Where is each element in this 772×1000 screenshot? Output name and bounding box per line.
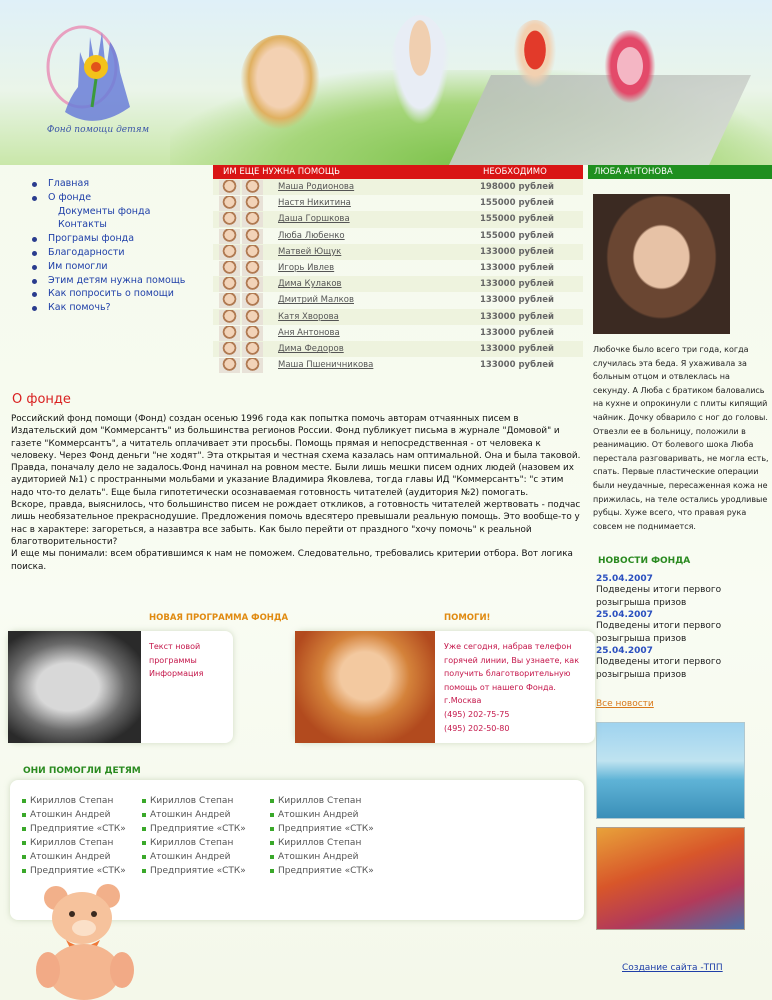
featured-child-header: ЛЮБА АНТОНОВА [588,165,772,179]
donor-name: Кириллов Степан [30,838,114,848]
nav-item-label: Контакты [58,219,107,231]
news-date: 25.04.2007 [596,574,653,584]
bullet-icon [32,251,37,256]
donor-item [22,822,126,836]
child-name-link[interactable]: Матвей Ющук [278,246,342,257]
donor-item [22,850,126,864]
about-paragraph: Российский фонд помощи (Фонд) создан осенью 1996 года как попытка помочь авторам отчаянных писем в Издательский дом "Коммерсантъ" из большинства регионов России. Фонд публикует письма в журнале "Домовой" и газете "Коммерсантъ", а читатель оплачивает эти просьбы. Помощь прямая и непосредственная - от человека к человеку. Через Фонд деньги "не ходят". Эта открытая и честная схема казалась нам оптимальной. Она и была таковой. Правда, поначалу дело не задалось.Фонд начинал на ровном месте. Были лишь мешки писем одних людей (назовем их аудиторией №1) с пространными мольбами и указание Владимира Яковлева, тогда главы ИД "Коммерсантъ": "с этим надо что-то делать". Еще была гипотетически осознаваемая готовность читателей (аудитория №2) помогать. [11,414,581,498]
child-name-link[interactable]: Даша Горшкова [278,214,350,225]
donors-column [270,794,374,878]
painting-autumn[interactable] [596,827,745,930]
donor-item [22,794,126,808]
help-row [213,211,583,227]
news-title: НОВОСТИ ФОНДА [598,556,691,566]
donor-item [270,794,374,808]
amount-needed: 133000 рублей [480,262,554,273]
child-photo-pair[interactable] [219,293,263,308]
hand-flower-logo-icon[interactable] [40,12,152,140]
nav-item[interactable] [32,177,212,191]
donor-name: Предприятие «СТК» [278,866,374,876]
donor-item [142,864,246,878]
help-row [213,357,583,373]
donor-item [270,850,374,864]
nav-item-label: Им помогли [48,260,108,272]
nav-item[interactable] [32,232,212,246]
donor-item [270,822,374,836]
help-call-description: Уже сегодня, набрав телефон горячей линии, Вы узнаете, как получить благотворительную помощь от нашего Фонда. [444,642,580,692]
all-news-link[interactable]: Все новости [596,699,654,709]
bullet-icon [32,306,37,311]
help-table-amount-header: НЕОБХОДИМО [483,167,547,177]
amount-needed: 155000 рублей [480,214,554,225]
bullet-icon [32,265,37,270]
news-text: Подведены итоги первого розыгрыша призов [596,657,722,680]
news-text: Подведены итоги первого розыгрыша призов [596,621,722,644]
featured-child-photo [593,194,730,334]
bullet-icon [142,799,146,803]
teddy-bear-icon [26,880,146,1000]
child-photo-pair[interactable] [219,229,263,244]
help-call-photo[interactable] [295,631,435,743]
donor-item [22,808,126,822]
donor-item [142,836,246,850]
nav-item[interactable] [32,260,212,274]
donor-name: Предприятие «СТК» [30,866,126,876]
help-call-title: ПОМОГИ! [444,613,491,623]
nav-item-label: Програмы фонда [48,233,135,245]
bullet-icon [270,869,274,873]
donor-name: Атошкин Андрей [150,810,231,820]
nav-item[interactable] [32,205,212,219]
news-item[interactable] [596,610,772,646]
donor-item [22,864,126,878]
amount-needed: 133000 рублей [480,246,554,257]
bullet-icon [142,855,146,859]
child-photo-hoop [510,20,560,95]
child-photo-running [600,30,660,110]
nav-item[interactable] [32,246,212,260]
donor-name: Атошкин Андрей [278,810,359,820]
child-photo-pair[interactable] [219,342,263,357]
amount-needed: 133000 рублей [480,327,554,338]
painting-sea-boat[interactable] [596,722,745,819]
amount-needed: 133000 рублей [480,343,554,354]
about-paragraph: Вскоре, правда, выяснилось, что большинство писем не рождает откликов, а готовность читателей жертвовать - подчас лишь необязательное прекраснодушие. Предложения помочь вдесятеро превышали реальную помощь. Это вообще-то у нас в характере: загореться, а назавтра все забыть. Как было перейти от праздного "хочу помочь" к реальной благотворительности? [11,500,581,547]
donor-name: Атошкин Андрей [278,852,359,862]
help-row [213,244,583,260]
child-name-link[interactable]: Маша Родионова [278,182,355,192]
donor-item [22,836,126,850]
bullet-icon [32,196,37,201]
child-photo-pair[interactable] [219,277,263,292]
help-row [213,309,583,325]
nav-item[interactable] [32,191,212,205]
child-photo-pair[interactable] [219,196,263,211]
help-call-city: г.Москва [444,696,482,706]
amount-needed: 133000 рублей [480,311,554,322]
help-row [213,276,583,292]
amount-needed: 133000 рублей [480,360,554,371]
help-row [213,325,583,341]
new-program-line: Текст новой программы [149,642,201,665]
bullet-icon [270,841,274,845]
new-program-text [149,640,239,681]
donor-item [270,808,374,822]
bullet-icon [142,869,146,873]
nav-item-label: Документы фонда [58,205,151,217]
donor-name: Предприятие «СТК» [30,824,126,834]
donor-name: Кириллов Степан [150,796,234,806]
donor-name: Атошкин Андрей [150,852,231,862]
child-name-link[interactable]: Аня Антонова [278,327,340,338]
child-photo-pair[interactable] [219,326,263,341]
help-row [213,260,583,276]
help-row [213,195,583,211]
bullet-icon [22,799,26,803]
child-photo-pair[interactable] [219,245,263,260]
amount-needed: 133000 рублей [480,279,554,290]
news-date: 25.04.2007 [596,646,653,656]
amount-needed: 198000 рублей [480,182,554,192]
nav-item[interactable] [32,218,212,232]
help-table-title: ИМ ЕЩЕ НУЖНА ПОМОЩЬ [223,167,341,177]
child-name-link[interactable]: Маша Пшеничникова [278,360,374,371]
donor-name: Кириллов Степан [278,796,362,806]
nav-item[interactable] [32,274,212,288]
main-navigation [32,177,212,315]
help-row [213,292,583,308]
help-needed-table [213,165,583,373]
child-photo-pair[interactable] [219,310,263,325]
bullet-icon [22,841,26,845]
child-name-link[interactable]: Люба Любенко [278,230,345,241]
bullet-icon [22,869,26,873]
help-table-header [213,165,583,179]
nav-item-label: Благодарности [48,246,125,258]
bullet-icon [32,279,37,284]
bullet-icon [142,813,146,817]
child-name-link[interactable]: Дмитрий Малков [278,295,354,306]
news-list [596,574,772,682]
child-name-link[interactable]: Катя Хворова [278,311,339,322]
bullet-icon [270,813,274,817]
news-item[interactable] [596,574,772,610]
bullet-icon [32,182,37,187]
donor-item [142,850,246,864]
bullet-icon [32,292,37,297]
child-photo-pair[interactable] [219,212,263,227]
nav-item-label: О фонде [48,191,92,203]
bullet-icon [32,237,37,242]
child-photo-toddler [390,15,450,125]
nav-item-label: Как попросить о помощи [48,288,174,300]
about-text [11,413,583,573]
help-row [213,179,583,195]
bullet-icon [270,827,274,831]
bullet-icon [22,827,26,831]
donor-name: Кириллов Степан [150,838,234,848]
donor-name: Предприятие «СТК» [150,866,246,876]
bullet-icon [142,827,146,831]
help-row [213,341,583,357]
bullet-icon [270,799,274,803]
new-program-line: Информация [149,669,204,679]
help-call-phone: (495) 202-50-80 [444,723,510,733]
help-call-text [444,640,594,735]
featured-child-story: Любочке было всего три года, когда случилась эта беда. Я ухаживала за больным отцом и отвлеклась на секунду. А Люба с братиком баловались на кухне и опрокинули с плиты кипящий чайник. Дочку обварило с ног до головы. Отвезли ее в больницу, положили в реанимацию. От болевого шока Люба перестала разговаривать, не могла есть, спать. Первые пластические операции были неудачные, пересаженная кожа не прижилась, на теле остались уродливые рубцы. Хуже всего, что правая рука совсем не поднимается. [593,345,769,531]
donor-item [142,794,246,808]
bullet-icon [22,855,26,859]
nav-item-label: Главная [48,178,90,189]
donor-name: Атошкин Андрей [30,810,111,820]
bullet-icon [142,841,146,845]
child-name-link[interactable]: Дима Кулаков [278,279,342,290]
nav-item-label: Как помочь? [48,302,111,314]
donors-column [142,794,246,878]
bullet-icon [22,813,26,817]
donor-name: Кириллов Степан [30,796,114,806]
amount-needed: 155000 рублей [480,198,554,209]
new-program-photo[interactable] [8,631,141,743]
about-title: О фонде [12,392,71,407]
nav-item[interactable] [32,301,212,315]
donor-name: Предприятие «СТК» [278,824,374,834]
logo-caption: Фонд помощи детям [46,125,150,135]
about-paragraph: И еще мы понимали: всем обратившимся к нам не поможем. Следовательно, требовались критерии отбора. Вот логика поиска. [11,549,573,572]
news-text: Подведены итоги первого розыгрыша призов [596,585,722,608]
donor-item [142,808,246,822]
donors-title: ОНИ ПОМОГЛИ ДЕТЯМ [23,766,141,776]
donor-name: Кириллов Степан [278,838,362,848]
new-program-title: НОВАЯ ПРОГРАММА ФОНДА [149,613,289,623]
help-row [213,228,583,244]
donor-item [270,864,374,878]
site-credit-link[interactable]: Создание сайта -ТПП [622,963,723,973]
amount-needed: 155000 рублей [480,230,554,241]
child-name-link[interactable]: Игорь Ивлев [278,262,335,273]
bullet-icon [270,855,274,859]
child-name-link[interactable]: Дима Федоров [278,343,344,354]
child-photo-boy [240,35,320,130]
child-photo-pair[interactable] [219,358,263,373]
help-call-phone: (495) 202-75-75 [444,709,510,719]
donor-name: Атошкин Андрей [30,852,111,862]
donor-item [142,822,246,836]
news-date: 25.04.2007 [596,610,653,620]
amount-needed: 133000 рублей [480,295,554,306]
nav-item[interactable] [32,287,212,301]
donor-item [270,836,374,850]
news-item[interactable] [596,646,772,682]
nav-item-label: Этим детям нужна помощь [48,274,186,286]
child-photo-pair[interactable] [219,261,263,276]
donors-column [22,794,126,878]
donor-name: Предприятие «СТК» [150,824,246,834]
child-photo-pair[interactable] [219,180,263,195]
child-name-link[interactable]: Настя Никитина [278,198,351,209]
